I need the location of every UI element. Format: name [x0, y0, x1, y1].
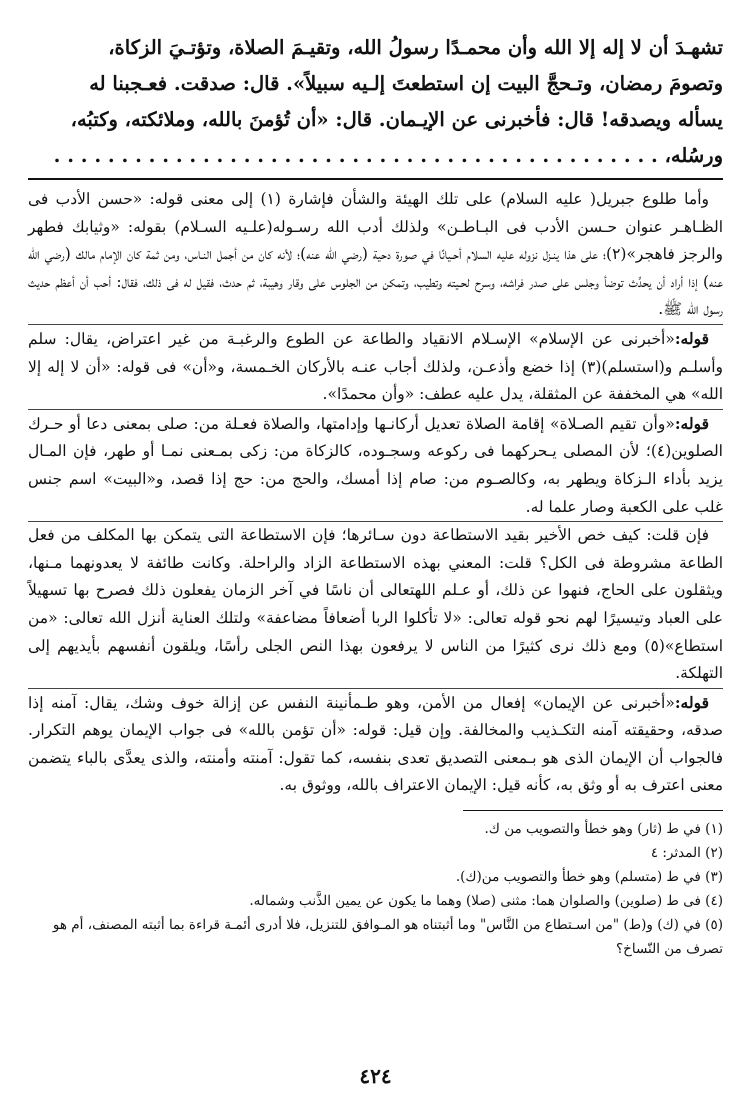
commentary-text: «أخبرنى عن الإيمان» إفعال من الأمن، وهو طـمأنينة النفس عن إزالة خوف وشك، يقال: آمنه إذا صدقه، وحقيقته آمنه التكـذيب والمخالفة. وإن قيل: قوله: «أن تؤمن بالله» فى جواب الإيمان يوهم التكرار. فالجواب أن الإيمان الذى هو بـمعنى التصديق تعدى بنفسه، كما تقول: آمنته وأمنته، والذى يعدَّى بالباء يتضمن معنى اعترف به أو وثق به، كأنه قيل: الإيمان الاعتراف بالله، ووثوق به.	[28, 693, 723, 795]
commentary-text: «وأن تقيم الصـلاة» إقامة الصلاة تعديل أركانـها وإدامتها، والصلاة فعـلة من: صلى بمعنى دعا أو حـرك الصلوين(٤)؛ لأن المصلى يـحركهما فى ركوعه وسجـوده، كالزكاة من: زكى بمـعنى نمـا أو طهر، فإن المـال يزيد بأداء الـزكاة ويطهر به، وكالصـوم من: صام إذا أمسك، والحج من: حج إذا قصد، و«البيت» اسم جنس غلب على الكعبة وصار علما له.	[28, 414, 723, 516]
commentary-block	[28, 186, 723, 800]
footnote: (١) في ط (ثار) وهو خطأ والتصويب من ك.	[484, 821, 723, 838]
hadith-line: وتصومَ رمضان، وتـحجَّ البيت إن استطعتَ إلـيه سبيلاً». قال: صدقت. فعـجبنا له	[89, 72, 723, 95]
commentary-text: وأما طلوع جبريل( عليه السلام) على تلك الهيئة والشأن فإشارة (١) إلى معنى قوله: «حسن الأدب فى الظـاهـر عنوان حـسن الأدب فى البـاطـن» ولذلك أدب الله رسـوله(علـيه السـلام) بقوله: «وثيابك فطهر والرجز فاهجر»(٢)؛ على هذا ينـزل نزوله عليه السلام أحـيانًا في صورة دحية (رضي الله عنه)؛ لأنه كان من أجمل النـاس، ومن ثمة كان الإمام مالك (رضي الله عنه) إذا أراد أن يحدِّث توضأ وجلس على صدر فراشه، وسرح لحـيته وتطيب، وتمكن من الجلوس على وقار وهيبة، ثم حدث، فقيل له فى ذلك، فقال: أحب أن أعظم حديث رسول الله ﷺ.	[28, 190, 723, 319]
commentary-text: فإن قلت: كيف خص الأخير بقيد الاستطاعة دون سـائرها؛ فإن الاستطاعة التى يتمكن بها المكلف من فعل الطاعة مشروطة فى الكل؟ قلت: المعني بهذه الاستطاعة الزاد والراحلة. وكانت طائفة لا يعدونهما مـنها، ويثقلون على الحاج، فنهوا عن ذلك، أو عـلم اللهتعالى أن ناسًا في آخر الزمان يفعلون ذلك فصرح بها تسهيلاً على العباد وتيسيرًا لهم نحو قوله تعالى: «لا تأكلوا الربا أضعافاً مضاعفة» ولتلك العناية أنزل الله تعالى: «من استطاع»(٥) ومع ذلك نرى كثيرًا من الناس لا يرفعون بهذا النص الجلى رأسًا، ويلقون أنفسهم بأيديهم إلى التهلكة.	[28, 526, 723, 683]
footnotes-separator	[463, 810, 723, 811]
footnotes-block	[28, 817, 723, 961]
commentary-text: «أخبرنى عن الإسلام» الإسـلام الانقياد والطاعة عن الطوع والرغبـة من غير اعتراض، يقال: سلم وأسلـم و(استسلم)(٣) إذا خضع وأذعـن، ولذلك أجاب عنـه بالأركان الخـمسة، و«أن» فى قوله: «أن لا إله إلا الله» هي المخففة عن المثقلة، يدل عليه عطف: «وأن محمدًا».	[28, 329, 723, 404]
hadith-text-block	[28, 30, 723, 174]
commentary-lead: قوله:	[674, 328, 709, 348]
commentary-lead: قوله:	[674, 413, 709, 433]
hadith-line: تشهـدَ أن لا إله إلا الله وأن محمـدًا رسولُ الله، وتقيـمَ الصلاة، وتؤتـيَ الزكاة،	[108, 36, 723, 59]
document-page	[28, 30, 723, 1088]
hadith-line: ورسُله، . . . . . . . . . . . . . . . . . . . . . . . . . . . . . . . . . . . . . . . . . . . . .	[53, 144, 723, 167]
commentary-paragraph	[28, 688, 723, 800]
hadith-separator	[28, 178, 723, 180]
hadith-line: يسأله ويصدقه! قال: فأخبرنى عن الإيـمان. قال: «أن تُؤمنَ بالله، وملائكته، وكتبُه،	[70, 108, 723, 131]
footnote: (٤) فى ط (صلوين) والصلوان هما: مثنى (صلا) وهما ما يكون عن يمين الذَّنب وشماله.	[249, 893, 723, 910]
commentary-paragraph	[28, 521, 723, 688]
footnote: (٥) في (ك) و(ط) "من اسـتطاع من النَّاس" وما أثبتناه هو المـوافق للتنزيل، فلا أدرى أئمـة قراءة بما أثبته المصنف، أم هو تصرف من النّساخ؟	[52, 917, 723, 958]
footnote: (٣) في ط (متسلم) وهو خطأ والتصويب من(ك).	[455, 869, 723, 886]
commentary-lead: قوله:	[674, 692, 709, 712]
commentary-paragraph	[28, 186, 723, 324]
footnote: (٢) المدثر: ٤	[650, 845, 723, 862]
page-number: ٤٢٤	[359, 1064, 392, 1088]
commentary-paragraph	[28, 409, 723, 521]
commentary-paragraph	[28, 324, 723, 409]
